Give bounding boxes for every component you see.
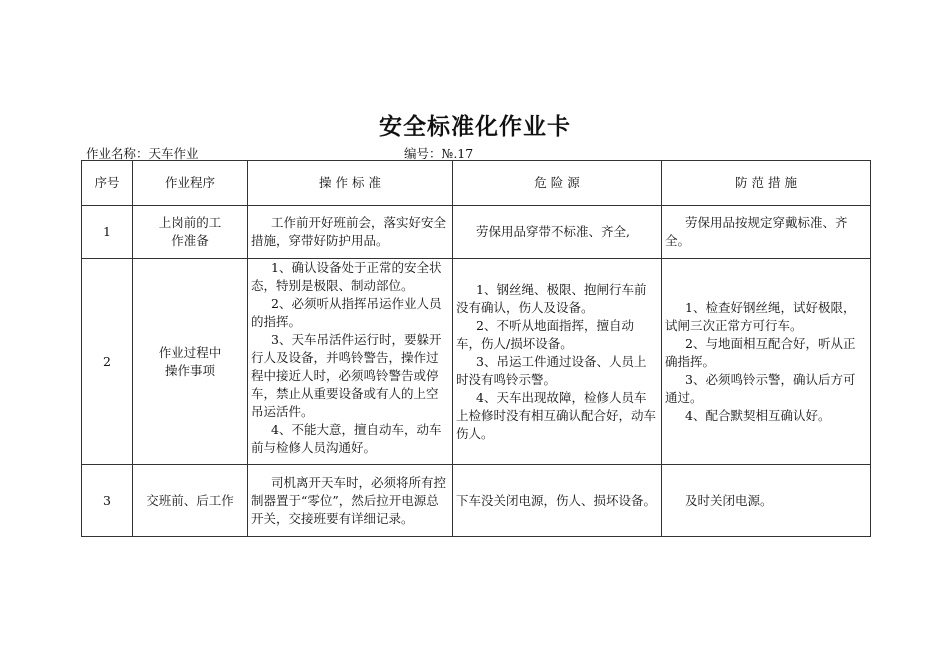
row-measure [662, 465, 871, 537]
doc-number: 编号：№.17 [404, 146, 474, 161]
row-standard [248, 465, 453, 537]
row-measure [662, 206, 871, 259]
row-procedure: 作业过程中操作事项 [133, 259, 248, 465]
row-seq: 2 [82, 259, 133, 465]
hazard-item: 2、不听从地面指挥，擅自动车，伤人/损坏设备。 [456, 317, 634, 351]
standard-text: 司机离开天车时，必须将所有控制器置于“零位”，然后拉开电源总开关，交接班要有详细记录。 [251, 474, 447, 526]
header-hazard: 危 险 源 [453, 161, 662, 206]
hazard-text: 劳保用品穿带不标准、齐全, [476, 224, 630, 239]
job-name: 作业名称：天车作业 [86, 146, 199, 161]
measure-item: 3、必须鸣铃示警，确认后方可通过。 [665, 371, 856, 405]
measure-text: 劳保用品按规定穿戴标准、齐全。 [665, 215, 848, 248]
header-row [82, 161, 871, 206]
standard-text: 工作前开好班前会，落实好安全措施，穿带好防护用品。 [251, 215, 447, 248]
standard-item: 1、确认设备处于正常的安全状态，特别是极限、制动部位。 [251, 260, 442, 293]
row-seq: 3 [82, 465, 133, 537]
hazard-item: 1、钢丝绳、极限、抱闸行车前没有确认，伤人及设备。 [456, 281, 647, 315]
header-procedure: 作业程序 [133, 161, 248, 206]
work-card-table [81, 160, 871, 537]
row-standard [248, 206, 453, 259]
standard-item: 3、天车吊活件运行时，要躲开行人及设备，并鸣铃警告，操作过程中接近人时，必须鸣铃警告或停车，禁止从重要设备或有人的上空吊运活件。 [251, 332, 442, 419]
header-measure: 防 范 措 施 [662, 161, 871, 206]
measure-text: 及时关闭电源。 [685, 492, 773, 508]
row-procedure: 上岗前的工作准备 [133, 206, 248, 259]
row-hazard [453, 206, 662, 259]
standard-item: 4、不能大意，擅自动车，动车前与检修人员沟通好。 [251, 422, 442, 455]
measure-item: 1、检查好钢丝绳，试好极限，试闸三次正常方可行车。 [665, 299, 856, 333]
hazard-text: 下车没关闭电源，伤人、损坏设备。 [456, 492, 657, 508]
standard-item: 2、必须听从指挥吊运作业人员的指挥。 [251, 296, 442, 329]
header-standard: 操 作 标 准 [248, 161, 453, 206]
header-seq: 序号 [82, 161, 133, 206]
measure-item: 4、配合默契相互确认好。 [685, 407, 831, 423]
row-measure [662, 259, 871, 465]
row-standard [248, 259, 453, 465]
table-row [82, 465, 871, 537]
hazard-item: 4、天车出现故障，检修人员车上检修时没有相互确认配合好，动车伤人。 [456, 389, 657, 441]
row-hazard [453, 465, 662, 537]
table-row [82, 259, 871, 465]
row-seq: 1 [82, 206, 133, 259]
measure-item: 2、与地面相互配合好，听从正确指挥。 [665, 335, 856, 369]
row-procedure: 交班前、后工作 [133, 465, 248, 537]
table-row [82, 206, 871, 259]
hazard-item: 3、吊运工件通过设备、人员上时没有鸣铃示警。 [456, 353, 647, 387]
page-title: 安全标准化作业卡 [379, 114, 571, 140]
row-hazard [453, 259, 662, 465]
